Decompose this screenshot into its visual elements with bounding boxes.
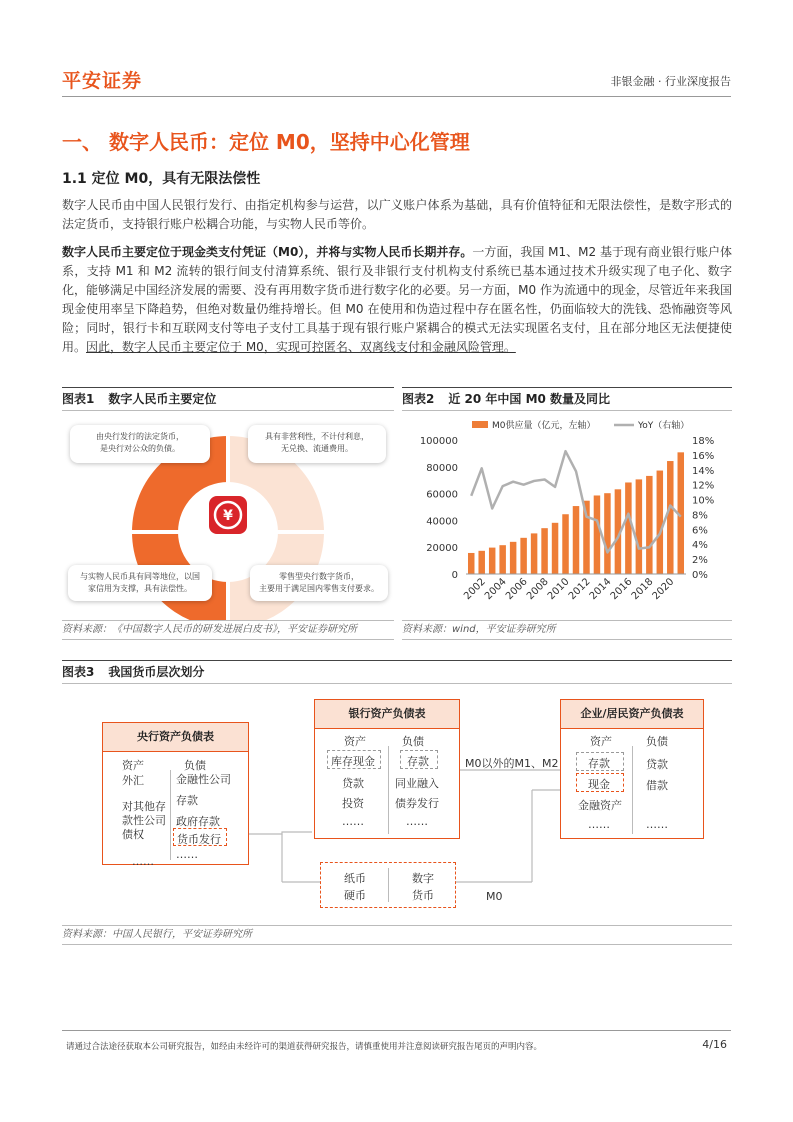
bubble-legal-status: 与实物人民币具有同等地位，以国 家信用为支撑，具有法偿性。: [68, 565, 212, 601]
figure3-header: [62, 660, 732, 684]
figure2-label: 图表2: [402, 392, 435, 406]
hh-liab-borrowing: 借款: [646, 779, 668, 792]
currency-digital: 数字 货币: [412, 872, 434, 902]
figure3-label: 图表3: [62, 665, 95, 679]
x-tick-label: 2006: [503, 576, 530, 603]
yuan-icon: [209, 496, 247, 534]
central-bank-title: 央行资产负债表: [103, 723, 248, 752]
bar-m0: [478, 551, 484, 574]
bank-asset-loans: 贷款: [342, 777, 364, 790]
y-left-tick-label: 0: [451, 570, 458, 581]
bubble-retail-cbdc: 零售型央行数字货币， 主要用于满足国内零售支付要求。: [250, 565, 388, 601]
y-right-tick-label: 12%: [692, 480, 715, 492]
bar-m0: [667, 461, 673, 574]
y-right-tick-label: 4%: [692, 540, 708, 552]
x-tick-label: 2020: [650, 576, 677, 603]
subsection-title: 1.1 定位 M0，具有无限法偿性: [62, 171, 261, 187]
figure1-source: 资料来源：《中国数字人民币的研发进展白皮书》，平安证券研究所: [62, 620, 394, 640]
footer-disclaimer: 请通过合法途径获取本公司研究报告，如经由未经许可的渠道获得研究报告，请慎重使用并注意阅读研究报告尾页的声明内容。: [66, 1042, 543, 1052]
bank-asset-cash: 库存现金: [331, 755, 375, 768]
y-right-tick-label: 14%: [692, 465, 715, 477]
bar-m0: [520, 538, 526, 574]
x-tick-label: 2012: [566, 576, 593, 603]
bar-m0: [468, 553, 474, 574]
page-number: 4/16: [702, 1038, 727, 1051]
figure2-source: 资料来源：wind，平安证券研究所: [402, 620, 732, 640]
cb-asset-claims: 对其他存 款性公司 债权: [122, 800, 166, 841]
y-left-tick-label: 40000: [426, 516, 458, 528]
figure3-title: 我国货币层次划分: [108, 665, 205, 679]
paragraph-1: 数字人民币由中国人民银行发行、由指定机构参与运营，以广义账户体系为基础，具有价值特征和无限法偿性，是数字形式的法定货币，支持银行账户松耦合功能，与实物人民币等价。: [62, 198, 732, 231]
hh-asset-cash: 现金: [588, 778, 610, 791]
y-right-tick-label: 0%: [692, 570, 708, 581]
legend-yoy-label: YoY（右轴）: [638, 421, 690, 431]
bubble-non-profit: 具有非营利性，不计付利息， 无兑换、流通费用。: [248, 425, 386, 463]
bank-assets-header: 资产: [344, 735, 366, 748]
bar-m0: [531, 533, 537, 574]
y-right-tick-label: 18%: [692, 436, 715, 447]
figure3-source: 资料来源：中国人民银行，平安证券研究所: [62, 925, 732, 945]
hh-divider: [632, 746, 633, 834]
bar-m0: [594, 495, 600, 574]
bank-liab-interbank: 同业融入: [395, 777, 439, 790]
hh-asset-financial: 金融资产: [578, 799, 622, 812]
paragraph-2-conclusion: 因此，数字人民币主要定位于 M0，实现可控匿名、双离线支付和金融风险管理。: [86, 340, 516, 354]
bar-m0: [625, 482, 631, 574]
bank-asset-more: ……: [342, 815, 364, 828]
label-m1-m2: M0以外的M1、M2: [465, 757, 559, 770]
bar-m0: [552, 523, 558, 574]
figure1-label: 图表1: [62, 392, 95, 406]
figure2-chart: [402, 412, 732, 620]
bar-m0: [541, 528, 547, 574]
bank-asset-investments: 投资: [342, 797, 364, 810]
currency-divider: [388, 868, 389, 902]
bar-m0: [636, 479, 642, 574]
y-left-tick-label: 80000: [426, 462, 458, 474]
cb-liab-gov-deposits: 政府存款: [176, 815, 220, 828]
household-title: 企业/居民资产负债表: [561, 700, 703, 729]
y-left-tick-label: 20000: [426, 543, 458, 555]
y-right-tick-label: 10%: [692, 495, 715, 507]
cb-liab-deposits: 存款: [176, 794, 198, 807]
x-tick-label: 2008: [524, 576, 551, 603]
bank-title: 银行资产负债表: [315, 700, 459, 729]
hh-liab-loans: 贷款: [646, 758, 668, 771]
figure2-header: [402, 387, 732, 411]
cb-asset-fx: 外汇: [122, 774, 144, 787]
svg-text:¥: ¥: [223, 508, 233, 524]
y-left-tick-label: 60000: [426, 489, 458, 501]
x-tick-label: 2014: [587, 576, 614, 603]
x-tick-label: 2018: [629, 576, 656, 603]
figure1-header: [62, 387, 394, 411]
bank-liab-header: 负债: [402, 735, 424, 748]
cb-liab-more: ……: [176, 848, 198, 861]
report-type: 非银金融 · 行业深度报告: [610, 75, 731, 88]
bar-m0: [573, 506, 579, 574]
figure1-title: 数字人民币主要定位: [108, 392, 217, 406]
y-right-tick-label: 6%: [692, 525, 708, 537]
bank-divider: [388, 746, 389, 834]
cb-assets-header: 资产: [122, 759, 144, 772]
bar-m0: [510, 542, 516, 574]
paragraph-2-body: 一方面，我国 M1、M2 基于现有商业银行账户体系，支持 M1 和 M2 流转的银行间支付清算系统、银行及非银行支付机构支付系统已基本通过技术升级实现了电子化、数字化，能够满足中国经济发展的需要、没有再用数字货币进行数字化的必要。另一方面，M0 作为流通中的现金，尽管近年来我国现金使用率呈下降趋势，但绝对数量仍维持增长。但 M0 在使用和伪造过程中存在匿名性，仍面临较大的洗钱、恐怖融资等风险；同时，银行卡和互联网支付等电子支付工具基于现有银行账户紧耦合的模式无法实现匿名支付，且在部分地区无法便捷使用。: [62, 245, 733, 354]
hh-asset-deposits: 存款: [588, 757, 610, 770]
bank-liab-bonds: 债券发行: [395, 797, 439, 810]
hh-asset-more: ……: [588, 818, 610, 831]
bar-m0: [562, 514, 568, 574]
bubble-legal-tender: 由央行发行的法定货币， 是央行对公众的负债。: [70, 425, 210, 463]
x-tick-label: 2010: [545, 576, 572, 603]
bar-m0: [489, 548, 495, 574]
bar-m0: [646, 476, 652, 574]
currency-coin: 硬币: [344, 889, 366, 902]
currency-paper: 纸币: [344, 872, 366, 885]
paragraph-2-lead: 数字人民币主要定位于现金类支付凭证（M0），并将与实物人民币长期并存。: [62, 245, 473, 259]
legend-m0-label: M0供应量（亿元，左轴）: [492, 421, 596, 431]
hh-assets-header: 资产: [590, 735, 612, 748]
legend-m0-swatch: [472, 421, 488, 428]
company-logo: 平安证券: [62, 70, 143, 92]
figure2-title: 近 20 年中国 M0 数量及同比: [448, 392, 611, 406]
bar-m0: [657, 471, 663, 574]
label-m0: M0: [486, 890, 503, 903]
y-right-tick-label: 8%: [692, 510, 708, 522]
cb-liab-financial: 金融性公司: [176, 773, 231, 786]
footer-divider: [62, 1030, 731, 1031]
y-left-tick-label: 100000: [419, 436, 458, 447]
header-divider: [62, 96, 731, 97]
bank-balance-sheet: [314, 699, 460, 839]
hh-liab-header: 负债: [646, 735, 668, 748]
bank-liab-more: ……: [406, 815, 428, 828]
cb-liab-header: 负债: [184, 759, 206, 772]
paragraph-2: [62, 243, 732, 357]
hh-liab-more: ……: [646, 818, 668, 831]
bank-liab-deposits: 存款: [407, 755, 429, 768]
x-tick-label: 2004: [483, 576, 509, 603]
cb-asset-more: ……: [132, 855, 154, 868]
section-title: 一、 数字人民币：定位 M0，坚持中心化管理: [62, 130, 470, 154]
y-right-tick-label: 2%: [692, 555, 708, 567]
y-right-tick-label: 16%: [692, 450, 715, 462]
x-tick-label: 2002: [462, 576, 488, 603]
x-tick-label: 2016: [608, 576, 635, 603]
cb-divider: [170, 770, 171, 860]
cb-liab-currency-issue: 货币发行: [177, 833, 221, 846]
bar-m0: [499, 545, 505, 574]
bar-m0: [604, 493, 610, 574]
